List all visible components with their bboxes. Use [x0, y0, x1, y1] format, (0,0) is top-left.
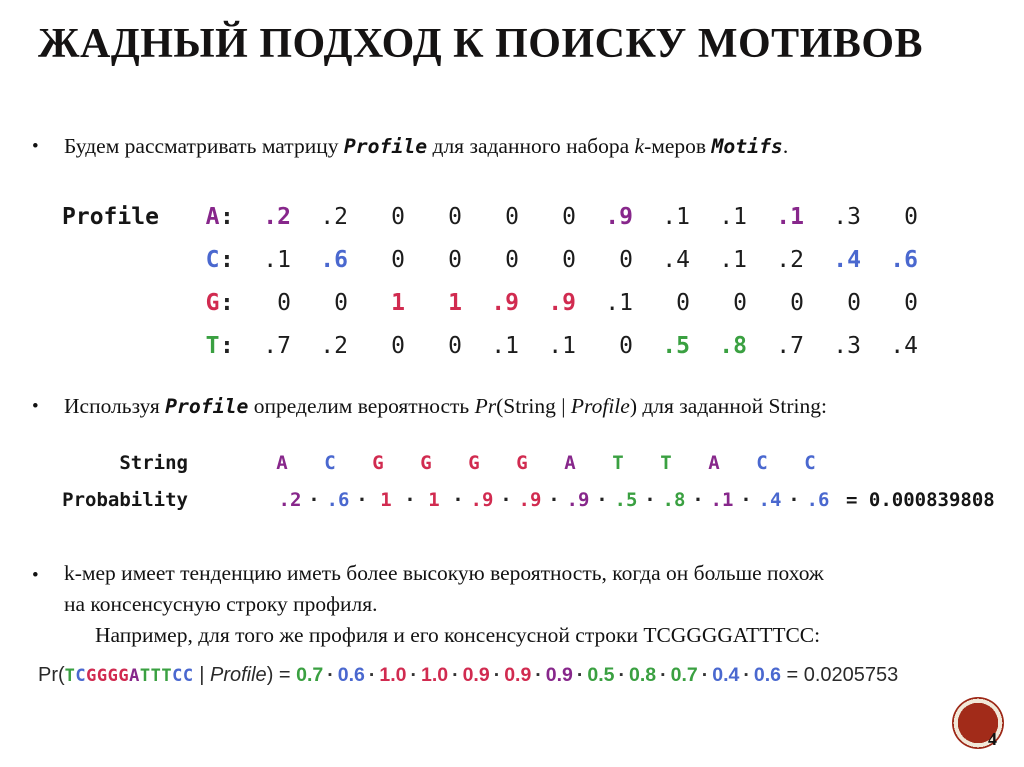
- profile-row-G: G: 0 0 1 1 .9 .9 .1 0 0 0 0 0: [205, 290, 918, 316]
- page-number: 4: [988, 729, 997, 749]
- bullet-icon: •: [32, 565, 39, 586]
- bullet-3-text: [64, 558, 824, 620]
- consensus-probability-formula: Pr(TCGGGGATTTCC | Profile) = 0.7 · 0.6 · 1.0 · 1.0 · 0.9 · 0.9 · 0.9 · 0.5 · 0.8 · 0.7 · 0.4 · 0.6 = 0.0205753: [38, 664, 899, 686]
- string-label: String: [119, 452, 188, 474]
- profile-row-A: A: .2 .2 0 0 0 0 .9 .1 .1 .1 .3 0: [205, 204, 918, 230]
- string-row: [36, 452, 834, 474]
- bullet-3-line-2: на консенсусную строку профиля.: [64, 592, 378, 616]
- probability-label: Probability: [62, 489, 188, 511]
- bullet-2: [32, 394, 1002, 419]
- probability-row: [36, 489, 995, 511]
- bullet-1-text: Будем рассматривать матрицу Profile для заданного набора k-меров Motifs.: [64, 134, 789, 158]
- profile-matrix-label: Profile: [62, 204, 159, 230]
- profile-row-T: T: .7 .2 0 0 .1 .1 0 .5 .8 .7 .3 .4: [205, 333, 918, 359]
- bullet-icon: •: [32, 396, 39, 417]
- profile-row-C: C: .1 .6 0 0 0 0 0 .4 .1 .2 .4 .6: [205, 247, 918, 273]
- string-letters: A C G G G G A T T A C C: [276, 452, 816, 474]
- example-line: Например, для того же профиля и его консенсусной строки TCGGGGATTTCC:: [95, 623, 821, 647]
- bullet-3-line-1: k-мер имеет тенденцию иметь более высокую вероятность, когда он больше похож: [64, 561, 824, 585]
- bullet-1: [32, 134, 992, 159]
- page-title: ЖАДНЫЙ ПОДХОД К ПОИСКУ МОТИВОВ: [38, 21, 924, 67]
- bullet-3: [32, 558, 992, 620]
- bullet-icon: •: [32, 136, 39, 157]
- bullet-2-text: Используя Profile определим вероятность Pr(String | Profile) для заданной String:: [64, 394, 827, 418]
- probability-values: .2 · .6 · 1 · 1 · .9 · .9 · .9 · .5 · .8 · .1 · .4 · .6 = 0.000839808: [278, 489, 995, 511]
